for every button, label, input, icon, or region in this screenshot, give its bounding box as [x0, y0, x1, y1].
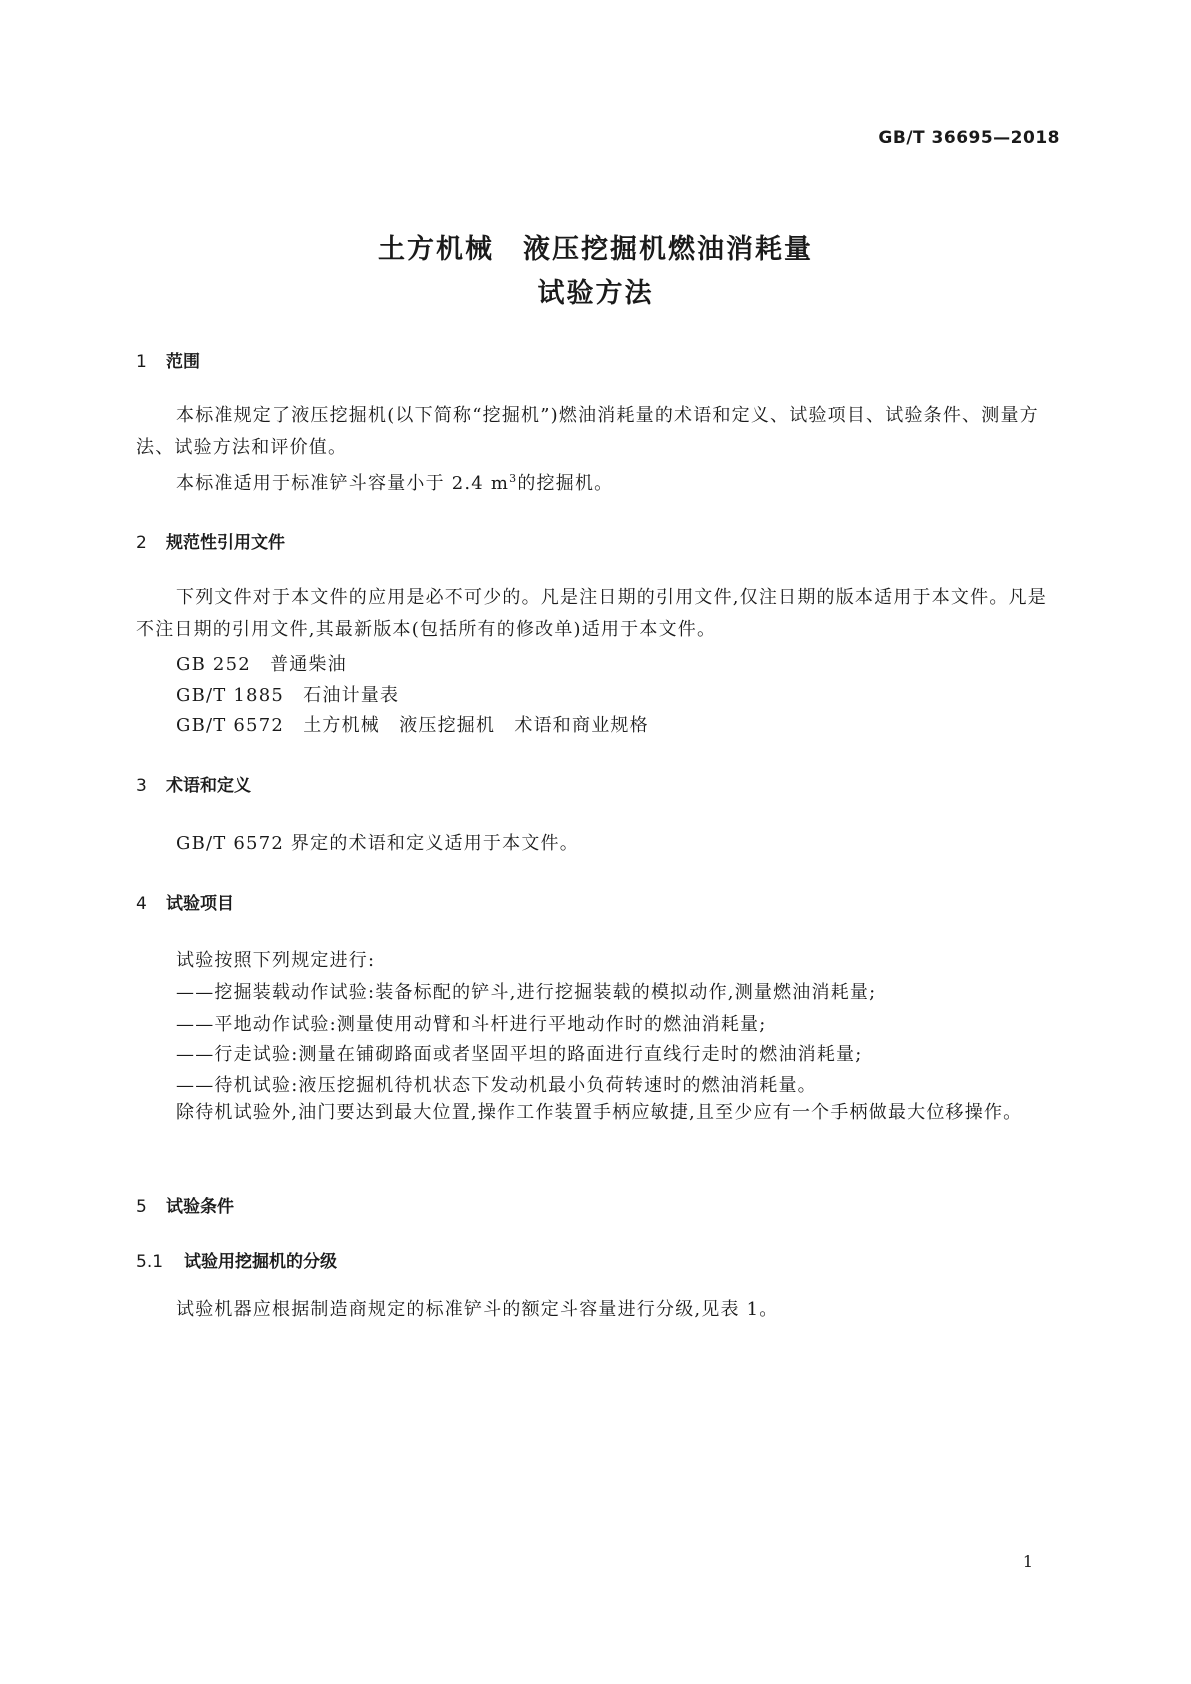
text-part: 的挖掘机。 [517, 473, 614, 494]
section-1-paragraph-1: 本标准规定了液压挖掘机(以下简称“挖掘机”)燃油消耗量的术语和定义、试验项目、试验条件、测量方法、试验方法和评价值。 [136, 405, 1039, 458]
section-5-heading [136, 1192, 234, 1217]
section-title: 范围 [166, 352, 200, 372]
reference-item: GB/T 1885 石油计量表 [176, 685, 400, 706]
section-title: 试验项目 [166, 894, 234, 914]
title-line-2: 试验方法 [537, 278, 654, 309]
section-number: 4 [136, 894, 147, 914]
section-number: 5 [136, 1197, 147, 1217]
test-item: ——待机试验:液压挖掘机待机状态下发动机最小负荷转速时的燃油消耗量。 [176, 1075, 817, 1096]
subsection-title: 试验用挖掘机的分级 [184, 1252, 337, 1272]
section-title: 规范性引用文件 [166, 533, 285, 553]
subsection-5-1-paragraph: 试验机器应根据制造商规定的标准铲斗的额定斗容量进行分级,见表 1。 [176, 1299, 779, 1320]
section-2-heading [136, 528, 285, 553]
subsection-5-1-heading [136, 1247, 337, 1272]
section-1-paragraph-2 [176, 469, 613, 495]
section-title: 试验条件 [166, 1197, 234, 1217]
section-title: 术语和定义 [166, 776, 251, 796]
section-number: 1 [136, 352, 147, 372]
section-4-intro: 试验按照下列规定进行: [176, 950, 376, 971]
section-number: 3 [136, 776, 147, 796]
section-3-paragraph-1: GB/T 6572 界定的术语和定义适用于本文件。 [176, 833, 579, 854]
superscript: 3 [509, 472, 518, 485]
standard-code: GB/T 36695—2018 [878, 128, 1060, 148]
section-3-heading [136, 771, 251, 796]
section-4-heading [136, 889, 234, 914]
section-number: 2 [136, 533, 147, 553]
subsection-number: 5.1 [136, 1252, 164, 1272]
section-2-paragraph-1: 下列文件对于本文件的应用是必不可少的。凡是注日期的引用文件,仅注日期的版本适用于本文件。凡是不注日期的引用文件,其最新版本(包括所有的修改单)适用于本文件。 [136, 587, 1047, 640]
page-number: 1 [1022, 1552, 1033, 1571]
reference-item: GB 252 普通柴油 [176, 654, 347, 675]
test-item: ——平地动作试验:测量使用动臂和斗杆进行平地动作时的燃油消耗量; [176, 1014, 767, 1035]
test-item: ——行走试验:测量在铺砌路面或者坚固平坦的路面进行直线行走时的燃油消耗量; [176, 1044, 863, 1065]
document-title [0, 228, 1191, 316]
section-4-closing-paragraph: 除待机试验外,油门要达到最大位置,操作工作装置手柄应敏捷,且至少应有一个手柄做最大位移操作。 [176, 1102, 1023, 1123]
section-1-heading [136, 347, 200, 372]
test-item: ——挖掘装载动作试验:装备标配的铲斗,进行挖掘装载的模拟动作,测量燃油消耗量; [176, 982, 877, 1003]
title-line-1: 土方机械 液压挖掘机燃油消耗量 [378, 234, 813, 265]
text-part: 本标准适用于标准铲斗容量小于 2.4 m [176, 473, 510, 494]
reference-item: GB/T 6572 土方机械 液压挖掘机 术语和商业规格 [176, 715, 649, 736]
